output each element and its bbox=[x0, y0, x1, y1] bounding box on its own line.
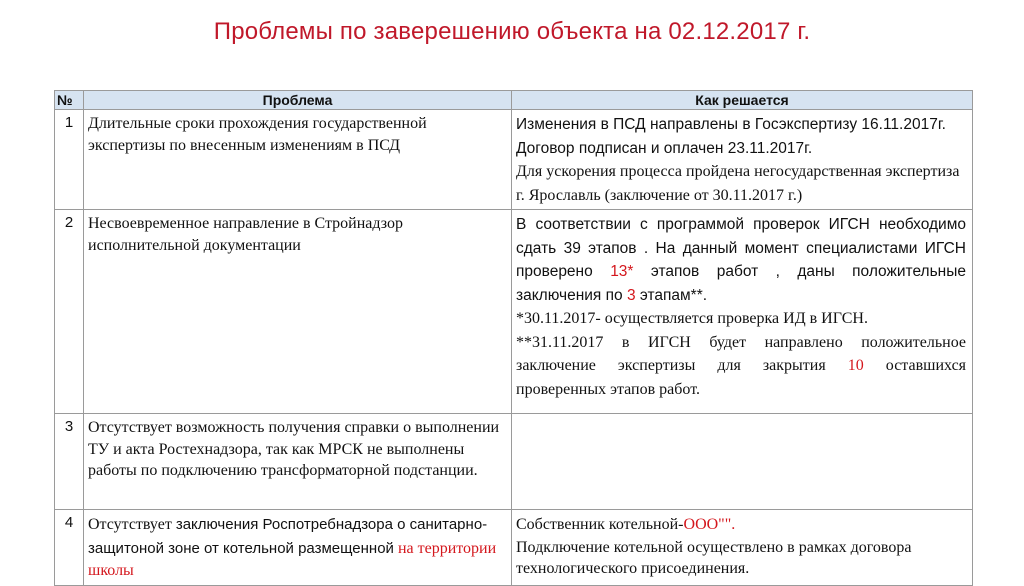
problem-highlight: на территории школы bbox=[88, 539, 497, 579]
row-number: 2 bbox=[55, 210, 84, 414]
header-num: № bbox=[55, 91, 84, 110]
solution-cell bbox=[512, 414, 973, 510]
solution-text: этапам**. bbox=[639, 286, 708, 304]
problem-text: Отсутствует bbox=[88, 516, 172, 533]
problem-text: заключения Роспотребнадзора о санитарно-защитоной зоне от котельной размещенной bbox=[88, 516, 488, 557]
checked-count: 13* bbox=[610, 263, 634, 280]
row-number: 1 bbox=[55, 110, 84, 210]
row-number: 3 bbox=[55, 414, 84, 510]
table-row bbox=[55, 210, 973, 414]
table-row bbox=[55, 510, 973, 586]
problem-cell: Несвоевременное направление в Стройнадзор исполнительной документации bbox=[84, 210, 512, 414]
solution-cell bbox=[512, 110, 973, 210]
solution-cell bbox=[512, 510, 973, 586]
owner-label: Собственник котельной- bbox=[516, 516, 684, 533]
solution-text: Подключение котельной осуществлено в рамках договора технологического присоединения. bbox=[516, 538, 912, 577]
solution-text: **31.11.2017 в ИГСН будет направлено положительное заключение экспертизы для закрытия bbox=[516, 333, 966, 374]
remaining-count: 10 bbox=[847, 357, 864, 374]
page-title: Проблемы по заверешению объекта на 02.12.2017 г. bbox=[213, 18, 811, 45]
solution-paragraph bbox=[516, 213, 966, 307]
solution-cell bbox=[512, 210, 973, 414]
solution-text: оставшихся проверенных этапов работ. bbox=[516, 357, 967, 398]
table-row bbox=[55, 110, 973, 210]
solution-note: *30.11.2017- осуществляется проверка ИД в ИГСН. bbox=[516, 310, 868, 327]
header-problem: Проблема bbox=[84, 91, 512, 110]
solution-text: Изменения в ПСД направлены в Госэкспертизу 16.11.2017г. Договор подписан и оплачен 23.11.2017г. bbox=[516, 116, 946, 157]
problem-cell: Отсутствует возможность получения справки о выполнении ТУ и акта Ростехнадзора, так как МРСК не выполнены работы по подключению трансформаторной подстанции. bbox=[84, 414, 512, 510]
solution-text: В соответствии с программой проверок ИГСН необходимо сдать 39 этапов . На данный момент специалистами ИГСН проверено bbox=[516, 216, 966, 280]
problem-cell: Длительные сроки прохождения государственной экспертизы по внесенным изменениям в ПСД bbox=[84, 110, 512, 210]
owner-name: ООО"". bbox=[683, 516, 736, 533]
problems-table bbox=[54, 90, 973, 586]
row-number: 4 bbox=[55, 510, 84, 586]
solution-text: этапов работ , даны положительные заключения по bbox=[516, 263, 966, 304]
header-solution: Как решается bbox=[512, 91, 973, 110]
solution-note bbox=[516, 331, 966, 402]
table-row bbox=[55, 414, 973, 510]
table-header-row bbox=[55, 91, 973, 110]
solution-text: Для ускорения процесса пройдена негосударственная экспертиза г. Ярославль (заключение от 30.11.2017 г.) bbox=[516, 163, 960, 204]
positive-count: 3 bbox=[626, 286, 636, 304]
problem-cell bbox=[84, 510, 512, 586]
solution-text bbox=[516, 513, 966, 537]
